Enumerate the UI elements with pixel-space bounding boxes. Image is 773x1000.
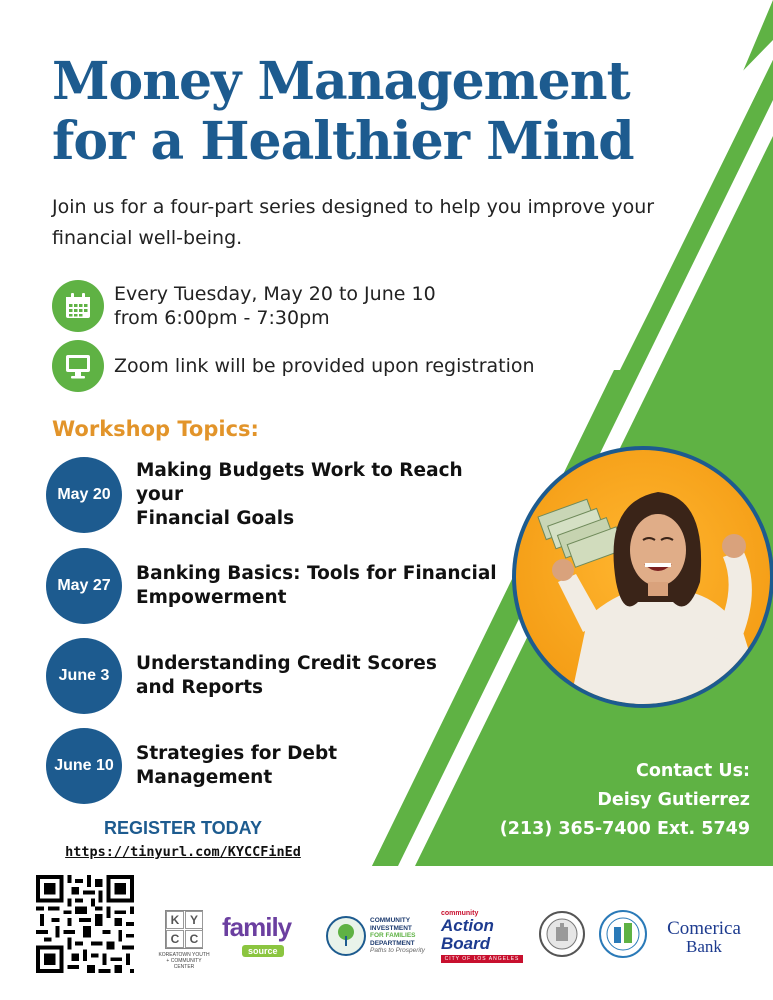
title-line-2: for a Healthier Mind [52, 111, 634, 172]
topic-title-line-2: Financial Goals [136, 508, 295, 529]
topic-title-line-1: Understanding Credit Scores [136, 653, 437, 674]
topic-title [136, 562, 516, 610]
topic-date: June 3 [46, 638, 122, 714]
topic-item [46, 638, 516, 714]
cifd-text [370, 917, 425, 955]
kycc-letter: C [185, 930, 203, 948]
cab-small: community [441, 910, 479, 917]
topic-title-line-2: Empowerment [136, 587, 287, 608]
topic-title [136, 652, 516, 700]
celebrating-woman-photo [508, 442, 773, 712]
kycc-letters [165, 910, 203, 949]
cab-action: Action [441, 916, 494, 935]
calendar-icon [52, 280, 104, 332]
schedule-line-1: Every Tuesday, May 20 to June 10 [114, 283, 436, 305]
register-link[interactable]: https://tinyurl.com/KYCCFinEd [65, 844, 301, 860]
intro-text: Join us for a four-part series designed to help you improve your financial well-being. [52, 196, 655, 249]
schedule-row [52, 280, 436, 332]
family-source-logo [222, 913, 310, 957]
topic-title-line-1: Strategies for Debt [136, 743, 338, 764]
topic-item [46, 457, 516, 533]
contact-name: Deisy Gutierrez [597, 790, 750, 810]
register-block [52, 818, 314, 860]
city-seal-icon [538, 910, 586, 958]
title-line-1: Money Management [52, 51, 630, 112]
cab-bar: CITY OF LOS ANGELES [441, 955, 523, 963]
cifd-tagline: Paths to Prosperity [370, 947, 425, 955]
page-title [52, 52, 692, 172]
topic-title [136, 742, 516, 790]
cifd-logo [326, 913, 426, 959]
zoom-text: Zoom link will be provided upon registration [114, 355, 535, 377]
topic-date: June 10 [46, 728, 122, 804]
community-action-board-logo [441, 910, 523, 960]
family-source-tag: source [242, 945, 284, 957]
contact-block [500, 757, 750, 844]
cab-word [441, 917, 523, 953]
cab-board: Board [441, 934, 491, 953]
monitor-icon [52, 340, 104, 392]
kycc-letter: Y [185, 911, 203, 929]
family-word: family [222, 912, 292, 942]
cifd-line: FOR FAMILIES [370, 932, 416, 940]
topic-date: May 27 [46, 548, 122, 624]
cifd-line: DEPARTMENT [370, 939, 415, 947]
topic-title-line-1: Banking Basics: Tools for Financial [136, 563, 497, 584]
tree-seal-icon [326, 916, 366, 956]
workshop-topics-heading: Workshop Topics: [52, 417, 259, 441]
topic-title-line-1: Making Budgets Work to Reach your [136, 460, 463, 505]
hud-seal-icon [598, 909, 648, 959]
kycc-letter: K [166, 911, 184, 929]
qr-code[interactable] [36, 875, 134, 973]
topic-title [136, 459, 516, 531]
kycc-caption: KOREATOWN YOUTH + COMMUNITY CENTER [158, 952, 210, 970]
schedule-text [114, 282, 436, 330]
register-title: REGISTER TODAY [103, 818, 263, 838]
topic-title-line-2: Management [136, 767, 273, 788]
comerica-word: Comerica [667, 918, 741, 939]
comerica-bank: Bank [686, 937, 722, 956]
kycc-logo [158, 910, 210, 970]
topic-item [46, 728, 516, 804]
kycc-letter: C [166, 930, 184, 948]
cifd-line: INVESTMENT [370, 924, 412, 932]
contact-phone[interactable]: (213) 365-7400 Ext. 5749 [499, 819, 750, 839]
topic-title-line-2: and Reports [136, 677, 264, 698]
cifd-line: COMMUNITY [370, 917, 411, 925]
comerica-bank-logo [664, 920, 744, 956]
topic-item [46, 548, 516, 624]
zoom-row [52, 340, 535, 392]
topic-date: May 20 [46, 457, 122, 533]
contact-heading: Contact Us: [636, 761, 750, 781]
schedule-line-2: from 6:00pm - 7:30pm [114, 307, 330, 329]
